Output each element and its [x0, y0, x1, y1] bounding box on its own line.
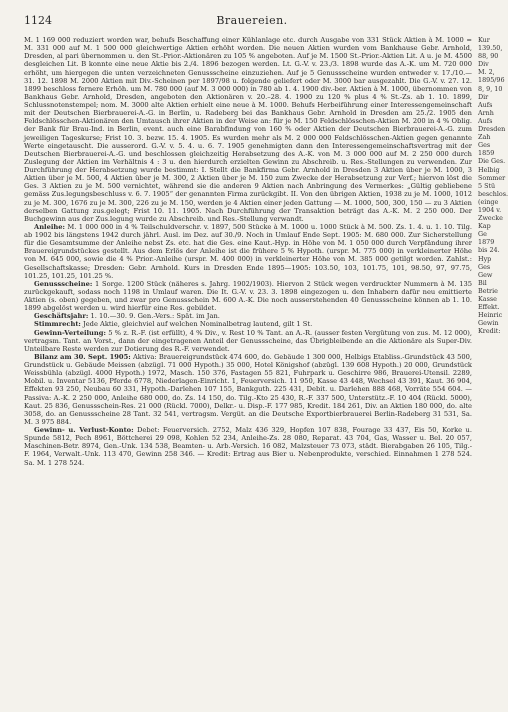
- running-head: Brauereien.: [216, 14, 288, 27]
- paragraph-text: Debet: Feuerversich. 2752, Malz 436 329, Hopfen 107 838, Fourage 33 437, Eis 50, Korke u. Spunde 5812, Pech 8961, Böttcherei 29 098, Kohlen 52 234, Anleihe-Zs. 28 080, Reparat. 43 704, Gas, Wasser u. Bel. 20 057, Maschinen-Betr. 8974, Gen.-Unk. 134 538, Beamten- u. Arb.-Versich. 16 082, Malzsteuer 73 073, städt. Bierabgaben 26 105, Tilg.-F. 1964, Verwalt.-Unk. 113 470, Gewinn 258 346. — Kredit: Ertrag aus Bier u. Nebenprodukte, verschied. Einnahmen 1 278 524. Sa. M. 1 278 524.: [24, 426, 472, 467]
- side-line: Ge: [478, 230, 487, 239]
- side-line: Helbig: [478, 165, 500, 174]
- paragraph-text: 1. 10.—30. 9. Gen.-Vers.: Spät. im Jan.: [90, 312, 220, 321]
- paragraph-loan: [24, 223, 472, 280]
- paragraph-title: Gewinn- u. Verlust-Konto:: [34, 426, 134, 434]
- paragraph-text: Aktiva: Brauereigrundstück 474 600, do. Gebäude 1 300 000, Helbigs Etabliss.-Grundstück 43 500, Grundstück u. Gebäude Meissen (abzügl. 71 000 Hypoth.) 35 000, Hotel Königshof (abzügl. 139 608 Hypoth.) 20 000, Grundstück Weissbühla (abzügl. 4000 Hypoth.) 1972, Masch. 150 376, Fastagen 55 821, Fuhrpark u. Geschirre 986, Brauerei-Utensil. 2289, Mobil. u. Inventar 5136, Pferde 6778, Niederlagen-Einricht. 1, Feuerversich. 11 950, Kasse 43 448, Wechsel 43 391, Kaut. 36 904, Effekten 93 250, Neubau 60 331, Hypoth.-Darlehen 107 155, Bankguth. 225 431, Debit. u. Darlehen 888 468, Vorräte 554 604. — Passiva: A.-K. 2 250 000, Anleihe 680 000, do. Zs. 14 150, do. Tilg.-Kto 25 430, R.-F. 337 500, Unterstütz.-F. 10 404 (Rückl. 5000), Kaut. 25 836, Genussschein-Res. 21 000 (Rückl. 7000), Delkr.- u. Disp.-F. 177 985, Kredit. 184 261, Div. an Aktien 180 000, do. alte 3058, do. an Genussscheine 28 Tant. 32 541, vertragsm. Vergüt. an die Deutsche Exportbierbrauerei Berlin-Radeberg 31 531, Sa. M. 3 975 884.: [24, 352, 472, 426]
- paragraph-profit-shares: [24, 280, 472, 313]
- side-line: Gewin: [478, 319, 499, 328]
- paragraph-balance-sheet: [24, 353, 472, 426]
- paragraph-fiscal-year: [24, 312, 472, 320]
- side-line: Zwecke: [478, 214, 503, 223]
- paragraph-title: Anleihe:: [34, 222, 65, 231]
- side-line: Zah: [478, 133, 491, 142]
- side-line: Effekt.: [478, 303, 500, 312]
- page-number: 1124: [24, 14, 52, 27]
- side-line: 1859: [478, 149, 495, 158]
- paragraph-capital-history: [24, 36, 472, 223]
- side-line: Kasse: [478, 295, 497, 303]
- paragraph-profit-loss: [24, 426, 472, 467]
- side-line: 1879: [478, 238, 495, 247]
- side-line: 8, 9, 10: [478, 84, 503, 93]
- main-text-column: [24, 36, 472, 708]
- paragraph-title: Geschäftsjahr:: [34, 312, 89, 321]
- paragraph-title: Genussscheine:: [34, 279, 93, 288]
- paragraph-voting-right: [24, 320, 472, 328]
- side-line: 88, 90: [478, 52, 499, 61]
- side-line: Aufs: [478, 100, 493, 109]
- paragraph-text: 5 % z. R.-F. (ist erfüllt), 4 % Div., v. Rest 10 % Tant. an A.-R. (ausser festen Vergütung von zus. M. 12 000), vertragsm. Tant. an Vorst., dann der eingetragenen Anteil der Genussscheine, das Übrigbleibende an die Aktionäre als Super-Div. Unteilbare Reste werden zur Dotierung des R.-F. verwendet.: [24, 328, 472, 353]
- paragraph-text: Jede Aktie, gleichviel auf welchen Nominalbetrag lautend, gilt 1 St.: [83, 320, 313, 329]
- side-line: Div: [478, 60, 489, 69]
- paragraph-text: 1 Sorge. 1200 Stück (näheres s. Jahrg. 1902/1903). Hiervon 2 Stück wegen verdruckter Nummern à M. 135 zurückgekauft, sodass noch 1198 in Umlauf waren. Die It. G.-V. v. 23. 3. 1898 eingezogen u. den Inhabern dafür neu emittierte Aktien (s. oben) gegeben, und zwar pro Genussschein M. 600 A.-K. Die noch ausserstehenden 40 Genussscheine können ab 1. 10. 1899 abgelöst werden u. wird hierfür eine Res. gebildet.: [24, 279, 472, 313]
- side-line: Bil: [478, 278, 487, 287]
- side-line: beschlos.: [478, 189, 508, 198]
- side-line: Heinric: [478, 311, 503, 320]
- side-line: Sommer: [478, 173, 506, 182]
- side-line: bis 24.: [478, 246, 500, 255]
- side-line: (einge: [478, 197, 499, 206]
- side-line: Kap: [478, 222, 491, 231]
- side-line: 1895/96: [478, 76, 505, 85]
- paragraph-text: M. 1 000 000 in 4 % Teilschuldverschr. v. 1897, 500 Stücke à M. 1000 u. 1000 Stück à M. 500. Zs. 1. 4. u. 1. 10. Tilg. ab 1902 bis längstens 1942 durch jährl. Ausl. im Dez. auf 30./9. Noch in Umlauf Ende Sept. 1905: M. 680 000. Zur Sicherstellung für die Gesamtsumme der Anleihe nebst Zs. etc. hat die Ges. eine Kaut.-Hyp. in Höhe von M. 1 050 000 durch Verpfändung ihrer Brauereigrundstückes gestellt. Aus dem Erlös der Anleihe ist die frühere 5 % Hypoth. (urspr. M. 775 000) in verkleinerter Höhe von M. 645 000, sowie die 4 % Prior.-Anleihe (urspr. M. 400 000) in verkleinerter Höhe von M. 385 000 getilgt worden. Zahlst.: Gesellschaftskasse; Dresden: Gebr. Arnhold. Kurs in Dresden Ende 1895—1905: 103.50, 103, 101.75, 101, 98.50, 97, 97.75, 101.25, 101.25, 101.25 %.: [24, 222, 472, 280]
- side-line: Arnh: [478, 108, 494, 117]
- adjacent-column-fragment: [478, 36, 508, 708]
- side-line: Gew: [478, 270, 493, 279]
- side-line: Kur: [478, 36, 490, 44]
- side-line: Hyp: [478, 254, 492, 263]
- paragraph-title: Bilanz am 30. Sept. 1905:: [34, 352, 131, 361]
- paragraph-profit-distribution: [24, 329, 472, 353]
- page-header: [24, 14, 480, 30]
- side-line: 139.50,: [478, 44, 503, 53]
- side-line: 1904 v.: [478, 205, 502, 214]
- side-line: Ges: [478, 141, 491, 150]
- paragraph-text: M. 1 169 000 reduziert worden war, behufs Beschaffung einer Kühlanlage etc. durch Ausgabe von 331 Stück Aktien à M. 1000 = M. 331 000 auf M. 1 500 000 gleichwertige Aktien erhöht worden. Die neuen Aktien wurden vom Bankhause Gebr. Arnhold, Dresden, al pari übernommen u. den St.-Prior.-Aktionären zu 105 % angeboten. Auf je M. 1500 St.-Prior.-Aktien Lit. A u. je M. 4500 desgleichen Lit. B konnte eine neue Aktie bis 2./4. 1896 bezogen werden. Lt. G.-V. v. 23./3. 1898 wurde das A.-K. um M. 720 000 erhöht, um hiergegen die unten verzeichneten Genussscheine einzuziehen. Auf je 5 Genussscheine wurden entweder v. 17./10.—31. 12. 1898 M. 2000 Aktien mit Div.-Scheinen per 1897/98 u. folgende geliefert oder M. 3000 bar ausgezahlt. Die G.-V. v. 27. 12. 1899 beschloss fernere Erhöh. um M. 780 000 (auf M. 3 000 000) in 780 ab 1. 4. 1900 div.-ber. Aktien à M. 1000, übernommen von Bankhaus Gebr. Arnhold, Dresden, angeboten den Aktionären v. 20.–28. 4. 1900 zu 120 % plus 4 % St.-Zs. ab 1. 10. 1899, Schlussnotenstempel; nom. M. 3000 alte Aktien erhielt eine neue à M. 1000. Behufs Herbeiführung einer Interessengemeinschaft mit der Deutschen Bierbrauerei-A.-G. in Berlin, u. Radeberg bei das Bankhaus Gebr. Arnhold in Dresden am 25./2. 1905 den Feldschlösschen-Aktionären den Umtausch ihrer Aktien in der Weise an: für je M. 150 Feldschlösschen-Aktien M. 200 in 4 % Oblig. der Bank für Brau-Ind. in Berlin, event. auch eine Barabfindung von 160 % oder Aktien der Deutschen Bierbrauerei-A.-G. zum jeweiligen Tageskurse; Frist 10. 3. bezw. 15. 4. 1905. Es wurden mehr als M. 2 000 000 Feldschlösschen-Aktien gegen genannte Werte eingetauscht. Die ausserord. G.-V. v. 5. 4. u. 6. 7. 1905 genehmigten dann den Interessengemeinschaftsvertrag mit der Deutschen Bierbrauerei-A.-G. und beschlossen gleichzeitig Herabsetzung des A.-K. von M. 3 000 000 auf M. 2 250 000 durch Zuslegung der Aktien im Verhältnis 4 : 3 u. den hierdurch erzielten Gewinn zu Abschreib. u. Res.-Stellungen zu verwenden. Zur Durchführung der Herabsetzung wurde bestimmt: I. Stellt die Bankfirma Gebr. Arnhold in Dresden 3 Aktien über je M. 1000, 3 Aktien über je M. 500, 4 Aktien über je M. 300, 2 Aktien über je M. 150 zum Zwecke der Herabsetzung zur Verf.; hiervon löst die Ges. 3 Aktien zu je M. 500 vernichtet, während sie die anderen 9 Aktien nach Anbringung des Vermerkes: „Gültig gebliebene gemäss Zus.legungsbeschluss v. 6. 7. 1905“ der genannten Firma zurückgibt. II. Von den übrigen Aktien, 1938 zu je M. 1000, 1012 zu je M. 300, 1676 zu je M. 300, 226 zu je M. 150, werden je 4 Aktien einer jeden Gattung — M. 1000, 500, 300, 150 — zu 3 Aktien derselben Gattung zus.gelegt; Frist 10. 11. 1905. Nach Durchführung der Transaktion beträgt das A.-K. M. 2 250 000. Der Buchgewinn aus der Zus.legung wurde zu Abschreib. und Res.-Stellung verwandt.: [24, 36, 472, 223]
- side-line: Ges: [478, 262, 491, 271]
- side-line: Dir: [478, 92, 489, 101]
- side-line: Dresden: [478, 125, 506, 134]
- paragraph-title: Stimmrecht:: [34, 320, 81, 329]
- side-line: Die Ges.: [478, 157, 506, 166]
- side-line: Kredit:: [478, 327, 501, 336]
- side-line: 5 Stü: [478, 181, 496, 190]
- side-line: M. 2,: [478, 68, 495, 77]
- side-line: Aufs: [478, 116, 493, 125]
- paragraph-title: Gewinn-Verteilung:: [34, 328, 106, 337]
- side-line: Betrie: [478, 286, 498, 295]
